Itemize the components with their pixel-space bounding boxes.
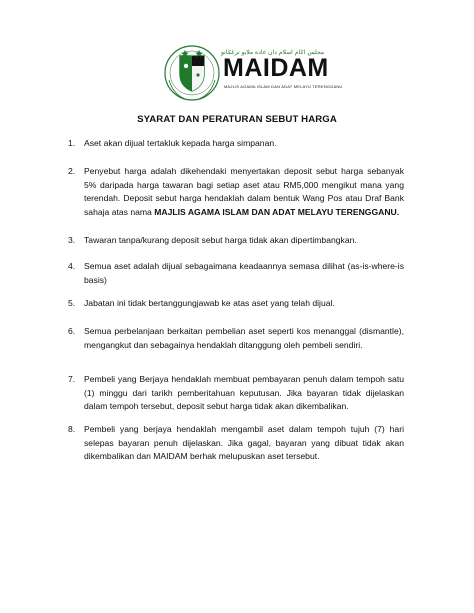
term-text: Pembeli yang berjaya hendaklah mengambil aset dalam tempoh tujuh (7) hari selepas bayaran penuh dijelaskan. Jika gagal, bayaran yang dibuat tidak akan dikembalikan dan MAIDAM berhak melupuskan aset tersebut.	[84, 424, 404, 462]
term-number: 3.	[68, 235, 76, 245]
term-text: Semua perbelanjaan berkaitan pembelian aset seperti kos menanggal (dismantle), mengangkut dan sebagainya hendaklah ditanggung oleh pembeli sendiri.	[84, 326, 404, 350]
term-text-body: Penyebut harga adalah dikehendaki menyertakan deposit sebut harga sebanyak 5% daripada harga tawaran bagi setiap aset atau RM5,000 mengikut mana yang terendah. Deposit sebut harga hendaklah dalam bentuk Wang Pos atau Draf Bank sahaja atas nama	[84, 166, 404, 217]
term-item-4	[68, 260, 404, 287]
term-number: 2.	[68, 166, 76, 176]
term-number: 6.	[68, 326, 76, 336]
term-number: 8.	[68, 424, 76, 434]
term-item-6	[68, 325, 404, 352]
maidam-logo	[163, 42, 343, 106]
term-item-5	[68, 297, 404, 311]
maidam-emblem-icon	[163, 44, 221, 102]
term-text-bold: MAJLIS AGAMA ISLAM DAN ADAT MELAYU TERENGGANU.	[154, 206, 400, 217]
term-item-7	[68, 373, 404, 414]
term-text: Tawaran tanpa/kurang deposit sebut harga tidak akan dipertimbangkan.	[84, 235, 357, 245]
term-text: Pembeli yang Berjaya hendaklah membuat pembayaran penuh dalam tempoh satu (1) minggu dari tarikh pemberitahuan keputusan. Jika bayaran tidak dijelaskan dalam tempoh tersebut, deposit sebut harga tidak akan dikembalikan.	[84, 374, 404, 412]
term-number: 1.	[68, 138, 76, 148]
term-number: 4.	[68, 261, 76, 271]
term-text: Semua aset adalah dijual sebagaimana keadaannya semasa dilihat (as-is-where-is basis)	[84, 261, 404, 285]
brand-subtitle: MAJLIS AGAMA ISLAM DAN ADAT MELAYU TERENGGANU	[224, 84, 343, 89]
term-item-8	[68, 423, 404, 464]
document-title: SYARAT DAN PERATURAN SEBUT HARGA	[137, 114, 337, 125]
term-text: Aset akan dijual tertakluk kepada harga simpanan.	[84, 138, 277, 148]
arabic-script-text: مجلس اݢام اسلام دان عادة ملايو ترڠݢانو	[221, 49, 325, 56]
term-text	[84, 165, 404, 219]
term-item-2	[68, 165, 404, 219]
term-text: Jabatan ini tidak bertanggungjawab ke atas aset yang telah dijual.	[84, 298, 335, 308]
term-number: 5.	[68, 298, 76, 308]
term-item-3	[68, 234, 404, 248]
term-item-1	[68, 137, 404, 151]
brand-name: MAIDAM	[223, 54, 329, 82]
term-number: 7.	[68, 374, 76, 384]
